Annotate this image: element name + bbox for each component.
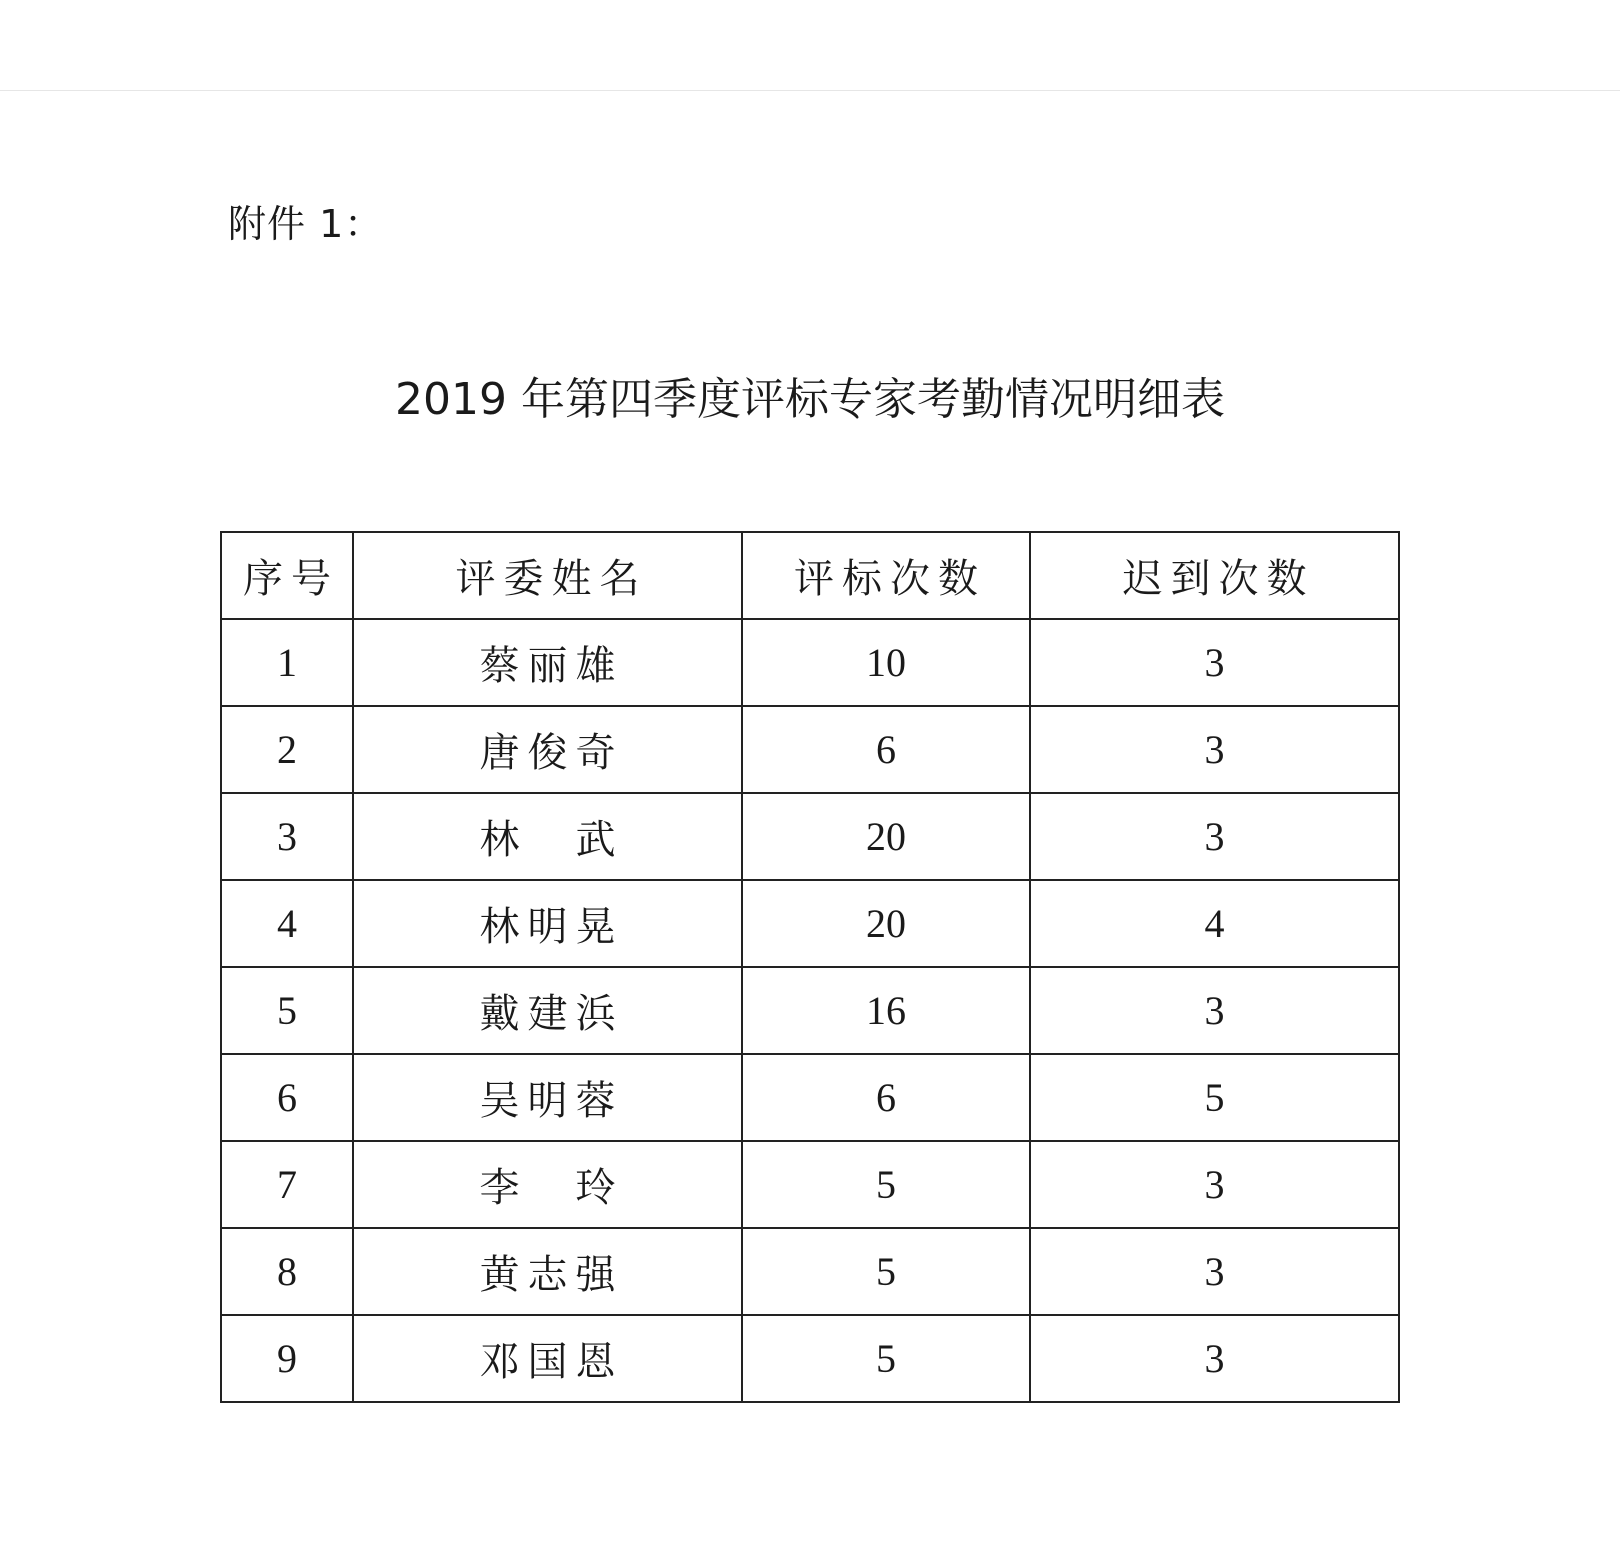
header-late: 迟到次数 xyxy=(1030,532,1399,619)
cell-late: 3 xyxy=(1030,1228,1399,1315)
cell-evaluations: 20 xyxy=(742,793,1030,880)
cell-index: 3 xyxy=(221,793,353,880)
cell-name: 黄志强 xyxy=(353,1228,742,1315)
cell-index: 6 xyxy=(221,1054,353,1141)
cell-name: 唐俊奇 xyxy=(353,706,742,793)
cell-index: 9 xyxy=(221,1315,353,1402)
cell-name: 吴明蓉 xyxy=(353,1054,742,1141)
table-header-row xyxy=(221,532,1399,619)
cell-index: 7 xyxy=(221,1141,353,1228)
cell-evaluations: 6 xyxy=(742,706,1030,793)
cell-name: 林明晃 xyxy=(353,880,742,967)
cell-evaluations: 16 xyxy=(742,967,1030,1054)
table-row xyxy=(221,1141,1399,1228)
cell-evaluations: 6 xyxy=(742,1054,1030,1141)
cell-late: 5 xyxy=(1030,1054,1399,1141)
cell-evaluations: 10 xyxy=(742,619,1030,706)
cell-name: 蔡丽雄 xyxy=(353,619,742,706)
cell-late: 4 xyxy=(1030,880,1399,967)
attendance-table xyxy=(220,531,1400,1403)
cell-index: 8 xyxy=(221,1228,353,1315)
table-row xyxy=(221,1228,1399,1315)
attachment-label: 附件 1： xyxy=(228,202,384,246)
cell-evaluations: 5 xyxy=(742,1228,1030,1315)
table-row xyxy=(221,706,1399,793)
table-row xyxy=(221,967,1399,1054)
header-evaluations: 评标次数 xyxy=(742,532,1030,619)
table-row xyxy=(221,1054,1399,1141)
header-index: 序号 xyxy=(221,532,353,619)
cell-index: 2 xyxy=(221,706,353,793)
table-row xyxy=(221,619,1399,706)
cell-evaluations: 5 xyxy=(742,1141,1030,1228)
cell-late: 3 xyxy=(1030,793,1399,880)
cell-late: 3 xyxy=(1030,1315,1399,1402)
cell-evaluations: 20 xyxy=(742,880,1030,967)
page-title: 2019 年第四季度评标专家考勤情况明细表 xyxy=(395,374,1225,425)
cell-index: 1 xyxy=(221,619,353,706)
cell-name: 林 武 xyxy=(353,793,742,880)
cell-evaluations: 5 xyxy=(742,1315,1030,1402)
cell-late: 3 xyxy=(1030,706,1399,793)
page-divider xyxy=(0,90,1620,91)
header-name: 评委姓名 xyxy=(353,532,742,619)
table-row xyxy=(221,793,1399,880)
cell-index: 5 xyxy=(221,967,353,1054)
table-row xyxy=(221,1315,1399,1402)
cell-late: 3 xyxy=(1030,967,1399,1054)
cell-late: 3 xyxy=(1030,619,1399,706)
table-row xyxy=(221,880,1399,967)
cell-index: 4 xyxy=(221,880,353,967)
cell-name: 戴建浜 xyxy=(353,967,742,1054)
cell-name: 邓国恩 xyxy=(353,1315,742,1402)
cell-late: 3 xyxy=(1030,1141,1399,1228)
cell-name: 李 玲 xyxy=(353,1141,742,1228)
